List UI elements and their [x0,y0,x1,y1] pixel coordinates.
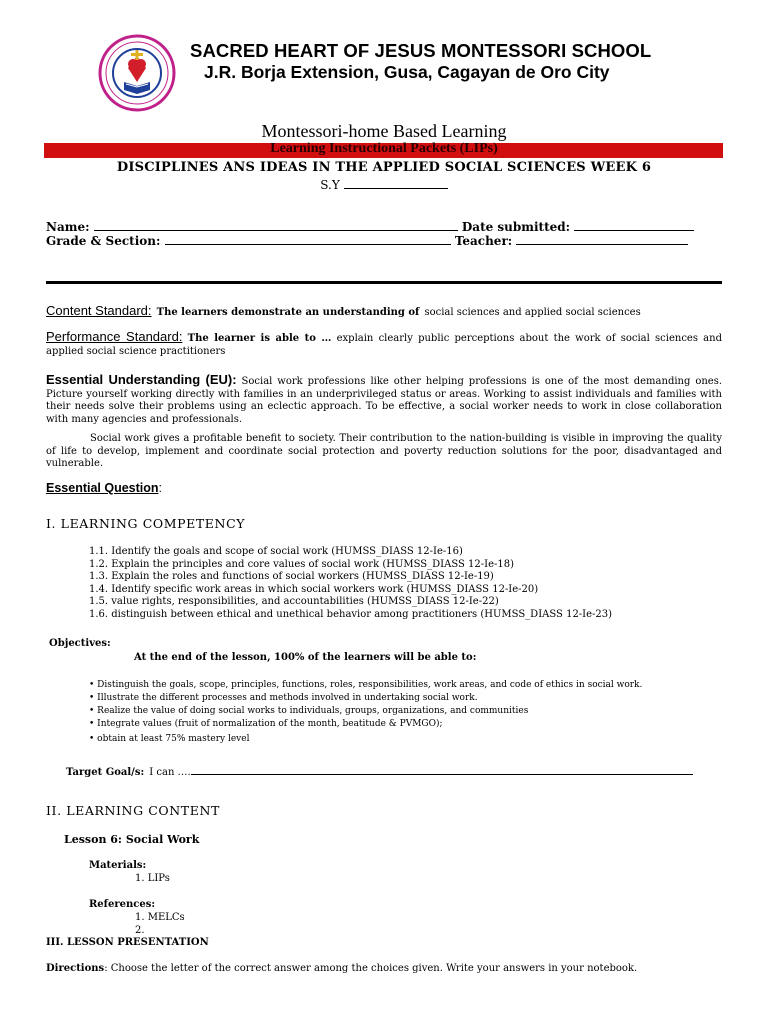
name-date-row [46,219,694,234]
essential-question-heading: Essential Question [46,481,159,495]
teacher-blank[interactable] [516,233,688,245]
list-item: 1.5. value rights, responsibilities, and accountabilities (HUMSS_DIASS 12-Ie-22) [89,596,499,607]
objectives-list [89,679,642,746]
objectives-heading: Objectives: [49,638,111,649]
target-goal [66,760,693,779]
list-item: • Integrate values (fruit of normalization of the month, beatitude & PVMGO); [89,719,443,729]
list-item: 1.1. Identify the goals and scope of social work (HUMSS_DIASS 12-Ie-16) [89,546,463,557]
learning-content-heading: II. LEARNING CONTENT [46,803,220,818]
name-blank[interactable] [94,219,458,231]
learning-competency-heading: I. LEARNING COMPETENCY [46,516,246,531]
references-item: 1. MELCs [135,912,185,923]
date-submitted-blank[interactable] [574,219,694,231]
date-submitted-label: Date submitted: [461,220,571,234]
essential-question-colon: : [158,481,163,495]
references-item: 2. [135,925,145,936]
list-item: 1.4. Identify specific work areas in which social workers work (HUMSS_DIASS 12-Ie-20) [89,583,539,595]
performance-standard-text: explain clearly public perceptions about the work of social sciences and applied social science practitioners [46,333,722,357]
school-year-blank[interactable] [344,178,448,189]
list-item: • Realize the value of doing social works to individuals, groups, organizations, and communities [89,706,529,716]
list-item: • obtain at least 75% mastery level [89,734,250,744]
essential-question [46,481,162,495]
performance-standard [46,331,722,358]
performance-standard-heading: Performance Standard: [46,329,183,344]
content-standard-lead: The learners demonstrate an understanding of [156,307,420,318]
school-year-label: S.Y [320,178,340,192]
materials-item: 1. LIPs [135,873,170,884]
essential-understanding-heading: Essential Understanding (EU): [46,372,237,387]
grade-section-label: Grade & Section: [46,234,161,248]
directions [46,963,637,974]
content-standard [46,300,722,319]
grade-section-blank[interactable] [165,233,451,245]
list-item: 1.3. Explain the roles and functions of social workers (HUMSS_DIASS 12-Ie-19) [89,571,494,582]
competency-list [89,546,612,621]
packet-label: Learning Instructional Packets (LIPs) [270,141,498,156]
target-goal-label: Target Goal/s: [66,767,145,778]
content-standard-text: social sciences and applied social sciences [424,307,641,318]
list-item: 1.6. distinguish between ethical and unethical behavior among practitioners (HUMSS_DIASS 12-Ie-23) [89,608,613,620]
list-item: 1.2. Explain the principles and core values of social work (HUMSS_DIASS 12-Ie-18) [89,558,515,570]
list-item: • Illustrate the different processes and methods involved in undertaking social work. [89,693,478,703]
essential-understanding [46,374,722,426]
school-name: SACRED HEART OF JESUS MONTESSORI SCHOOL [190,40,652,61]
target-goal-blank[interactable] [191,765,693,775]
directions-label: Directions [46,963,105,974]
list-item: • Distinguish the goals, scope, principles, functions, roles, responsibilities, work areas, and code of ethics in social work. [89,680,643,690]
directions-text: : Choose the letter of the correct answer among the choices given. Write your answers in your notebook. [104,963,638,974]
performance-standard-lead: The learner is able to … [187,333,332,344]
school-address: J.R. Borja Extension, Gusa, Cagayan de Oro City [204,62,610,82]
name-label: Name: [46,220,90,234]
teacher-label: Teacher: [454,234,513,248]
school-logo [98,34,176,112]
school-year [0,178,768,192]
section-divider [46,281,722,284]
materials-label: Materials: [89,860,147,871]
lesson-presentation-heading: III. LESSON PRESENTATION [46,937,209,948]
lesson-title: Lesson 6: Social Work [64,833,200,846]
essential-understanding-paragraph: Social work gives a profitable benefit to society. Their contribution to the nation-building is visible in improving the quality of life to develop, implement and coordinate social protection and poverty reduction solutions for the poor, disadvantaged and vulnerable. [46,433,722,469]
content-standard-heading: Content Standard: [46,303,152,318]
objectives-intro: At the end of the lesson, 100% of the learners will be able to: [134,652,477,663]
references-label: References: [89,899,156,910]
subject-title: DISCIPLINES ANS IDEAS IN THE APPLIED SOCIAL SCIENCES WEEK 6 [116,160,652,175]
grade-teacher-row [46,233,688,248]
essential-understanding-text: Social work professions like other helping professions is one of the most demanding ones. Picture yourself working directly with families in an underprivileged status or areas. Working to assist individuals and families with their needs solve their problems using an eclectic approach. To be effective, a social worker needs to work in close collaboration with many agencies and professionals. [46,376,723,425]
program-title: Montessori-home Based Learning [261,121,507,141]
target-goal-text: I can …. [149,767,191,778]
